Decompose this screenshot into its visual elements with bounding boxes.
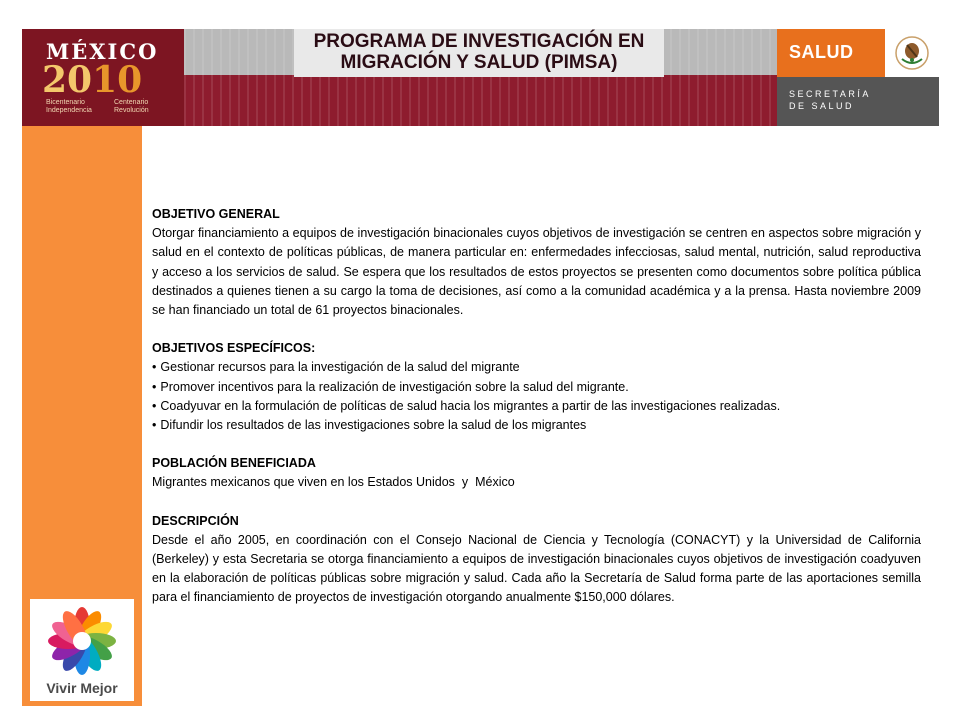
orange-sidebar [22,126,142,706]
logo-year-ring: 10 [92,59,143,101]
logo-left-line1: Bicentenario [46,99,85,106]
list-item-text: Promover incentivos para la realización de investigación sobre la salud del migrante. [160,379,629,394]
mexico-emblem-icon [885,29,939,77]
header-pattern [184,29,777,126]
list-item-text: Difundir los resultados de las investigaciones sobre la salud de los migrantes [160,418,587,433]
list-item [152,378,921,397]
descripcion-heading: DESCRIPCIÓN [152,513,239,528]
mexico-2010-logo [22,29,185,126]
descripcion-text: Desde el año 2005, en coordinación con el Consejo Nacional de Ciencia y Tecnología (CONACYT) y la Universidad de California (Berkeley) y esta Secretaria se otorga financiamiento a equipos de investigación binacionales cuyos objetivos de investigación coadyuven en la elaboración de políticas públicas sobre migración y salud. Cada año la Secretaría de Salud forma parte de las aportaciones semilla para el financiamiento de proyectos de investigación otorgando anualmente $150,000 dólares. [152,532,921,605]
logo-country: MÉXICO [46,39,159,64]
poblacion-text: Migrantes mexicanos que viven en los Estados Unidos y México [152,475,515,490]
spacer [152,493,921,512]
page-title [294,31,664,73]
secretaria-de-salud-text [789,88,871,112]
logo-left-line2: Independencia [46,107,92,114]
secretaria-line2: DE SALUD [789,101,855,111]
objetivos-list [152,358,921,435]
objetivo-general-text: Otorgar financiamiento a equipos de investigación binacionales cuyos objetivos de investigación se centren en aspectos sobre migración y salud en el contexto de políticas públicas, de manera particular en: enfermedades infecciosas, salud mental, nutrición, salud reproductiva y acceso a los servicios de salud. Se espera que los resultados de estos proyectos se presenten como documentos sobre política pública destinados a quienes tienen a su cargo la toma de decisiones, así como a la comunidad académica y a la prensa. Hasta noviembre 2009 se han financiado un total de 61 proyectos binacionales. [152,226,921,318]
spacer [152,435,921,454]
logo-subtitle-left [46,99,92,115]
secretaria-line1: SECRETARÍA [789,89,871,99]
poblacion-heading: POBLACIÓN BENEFICIADA [152,456,316,471]
list-item [152,397,921,416]
objetivos-especificos-heading: OBJETIVOS ESPECÍFICOS: [152,341,316,356]
spacer [152,320,921,339]
logo-year [42,59,142,101]
objetivo-general-heading: OBJETIVO GENERAL [152,207,280,221]
vivir-mejor-logo [30,599,134,701]
salud-logo-block [777,29,939,126]
main-content [152,205,921,608]
list-item-text: Coadyuvar en la formulación de políticas de salud hacia los migrantes a partir de las investigaciones realizadas. [160,398,781,413]
list-item [152,416,921,435]
vivir-mejor-label: Vivir Mejor [46,680,118,696]
salud-orange-panel [777,29,885,77]
title-box [294,29,664,77]
header-banner [22,29,939,126]
title-line-2: MIGRACIÓN Y SALUD (PIMSA) [340,52,618,73]
flower-icon [30,603,134,683]
title-line-1: PROGRAMA DE INVESTIGACIÓN EN [313,31,645,52]
list-item [152,358,921,377]
salud-word: SALUD [789,42,854,62]
logo-right-line1: Centenario [114,99,149,106]
logo-year-a: 20 [42,59,93,101]
logo-subtitle-right [114,99,149,115]
logo-right-line2: Revolución [114,107,149,114]
list-item-text: Gestionar recursos para la investigación de la salud del migrante [160,360,520,375]
